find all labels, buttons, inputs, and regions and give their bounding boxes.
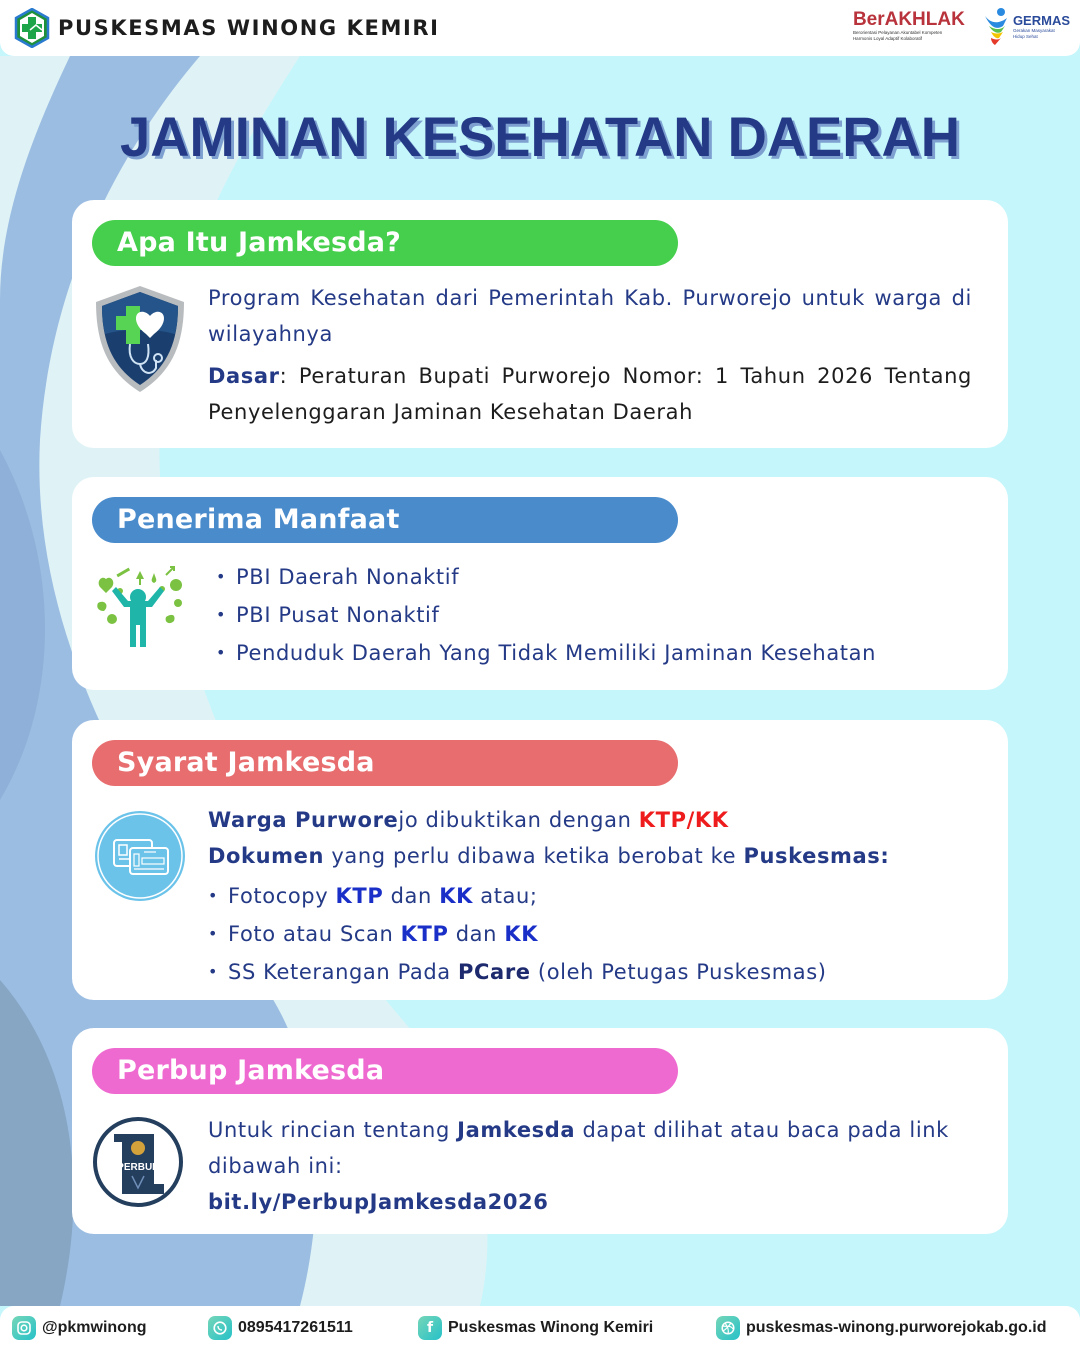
plain-text: jo dibuktikan dengan (398, 808, 639, 832)
germas-tagline: Gerakan Masyarakat (1012, 27, 1055, 33)
emphasis-text: Puskesmas: (743, 844, 890, 868)
berakhlak-tagline-2: Harmonis Loyal Adaptif Kolaboratif (852, 36, 922, 41)
whatsapp-icon (208, 1316, 232, 1340)
perbup-description (208, 1112, 996, 1184)
whatsapp-number: 0895417261511 (238, 1319, 353, 1336)
highlight-text: KK (504, 922, 539, 946)
section-content (208, 1112, 996, 1220)
instagram-handle: @pkmwinong (42, 1319, 147, 1336)
basis-label: Dasar (208, 364, 280, 388)
berakhlak-title: BerAKHLAK (852, 9, 965, 30)
list-item: • PBI Daerah Nonaktif (216, 559, 972, 597)
footer-contact-bar (0, 1306, 1080, 1350)
footer-instagram[interactable] (12, 1316, 146, 1340)
perbup-link[interactable]: bit.ly/PerbupJamkesda2026 (208, 1190, 549, 1214)
card-apa-itu-jamkesda (72, 200, 1008, 448)
section-heading: Syarat Jamkesda (92, 740, 678, 786)
header-bar (0, 0, 1080, 56)
emphasis-text: Jamkesda (457, 1118, 576, 1142)
healthy-person-icon (94, 565, 184, 647)
plain-text: yang perlu dibawa ketika berobat ke (324, 844, 744, 868)
item-text: Foto atau Scan (228, 922, 401, 946)
perbup-label: PERBUP (117, 1162, 159, 1173)
section-heading: Perbup Jamkesda (92, 1048, 678, 1094)
instagram-icon (12, 1316, 36, 1340)
item-text: dan (448, 922, 505, 946)
puskesmas-logo-icon (14, 8, 50, 48)
emphasis-text: Dokumen (208, 844, 325, 868)
brand (14, 8, 440, 48)
section-heading: Apa Itu Jamkesda? (92, 220, 678, 266)
beneficiary-list (216, 559, 972, 673)
card-syarat-jamkesda (72, 720, 1008, 1000)
website-url: puskesmas-winong.purworejokab.go.id (746, 1319, 1047, 1336)
section-content (208, 280, 972, 430)
germas-tagline-2: Hidup Sehat (1012, 33, 1038, 39)
perbup-document-icon (92, 1116, 184, 1208)
footer-whatsapp[interactable] (208, 1316, 353, 1340)
highlight-text: KTP (335, 884, 384, 908)
section-content (208, 802, 972, 992)
item-text: Fotocopy (228, 884, 336, 908)
plain-text: dapat dilihat atau baca pada link dibawah ini: (208, 1118, 949, 1178)
list-item: • Penduduk Daerah Yang Tidak Memiliki Jaminan Kesehatan (216, 635, 972, 673)
website-globe-icon (716, 1316, 740, 1340)
shield-health-icon (92, 284, 188, 394)
requirement-line-2 (208, 838, 972, 874)
document-list (208, 878, 972, 992)
highlight-text: KK (439, 884, 473, 908)
section-heading: Penerima Manfaat (92, 497, 678, 543)
highlight-text: KTP (400, 922, 449, 946)
card-penerima-manfaat (72, 477, 1008, 690)
list-item (208, 916, 972, 954)
partner-logos (853, 6, 1070, 46)
item-text: dan (383, 884, 440, 908)
item-text: (oleh Petugas Puskesmas) (530, 960, 827, 984)
list-item (208, 954, 972, 992)
germas-logo (981, 6, 1070, 46)
list-item (208, 878, 972, 916)
germas-title: GERMAS (1012, 12, 1070, 28)
highlight-ktp-kk: KTP/KK (638, 808, 729, 832)
item-text: SS Keterangan Pada (228, 960, 459, 984)
footer-website[interactable] (716, 1316, 1046, 1340)
emphasis-text: Warga Purwore (208, 808, 399, 832)
org-name: PUSKESMAS WINONG KEMIRI (58, 16, 440, 40)
basis-text: : Peraturan Bupati Purworejo Nomor: 1 Tahun 2026 Tentang Penyelenggaran Jaminan Kesehatan Daerah (208, 364, 972, 424)
germas-figure-icon (981, 6, 1011, 46)
requirement-line-1 (208, 802, 972, 838)
footer-facebook[interactable] (418, 1316, 653, 1340)
page-title: JAMINAN KESEHATAN DAERAH (120, 105, 960, 168)
id-card-icon (94, 810, 186, 902)
facebook-icon: f (418, 1316, 442, 1340)
berakhlak-logo (853, 10, 971, 42)
description-text: Program Kesehatan dari Pemerintah Kab. Purworejo untuk warga di wilayahnya (208, 286, 972, 346)
item-text: atau; (472, 884, 538, 908)
facebook-page: Puskesmas Winong Kemiri (448, 1319, 654, 1336)
plain-text: Untuk rincian tentang (208, 1118, 458, 1142)
section-content (216, 559, 972, 673)
card-perbup-jamkesda (72, 1028, 1008, 1234)
list-item: • PBI Pusat Nonaktif (216, 597, 972, 635)
emphasis-text: PCare (458, 960, 531, 984)
basis-paragraph (208, 358, 972, 430)
berakhlak-tagline: Berorientasi Pelayanan Akuntabel Kompeten (852, 30, 943, 35)
